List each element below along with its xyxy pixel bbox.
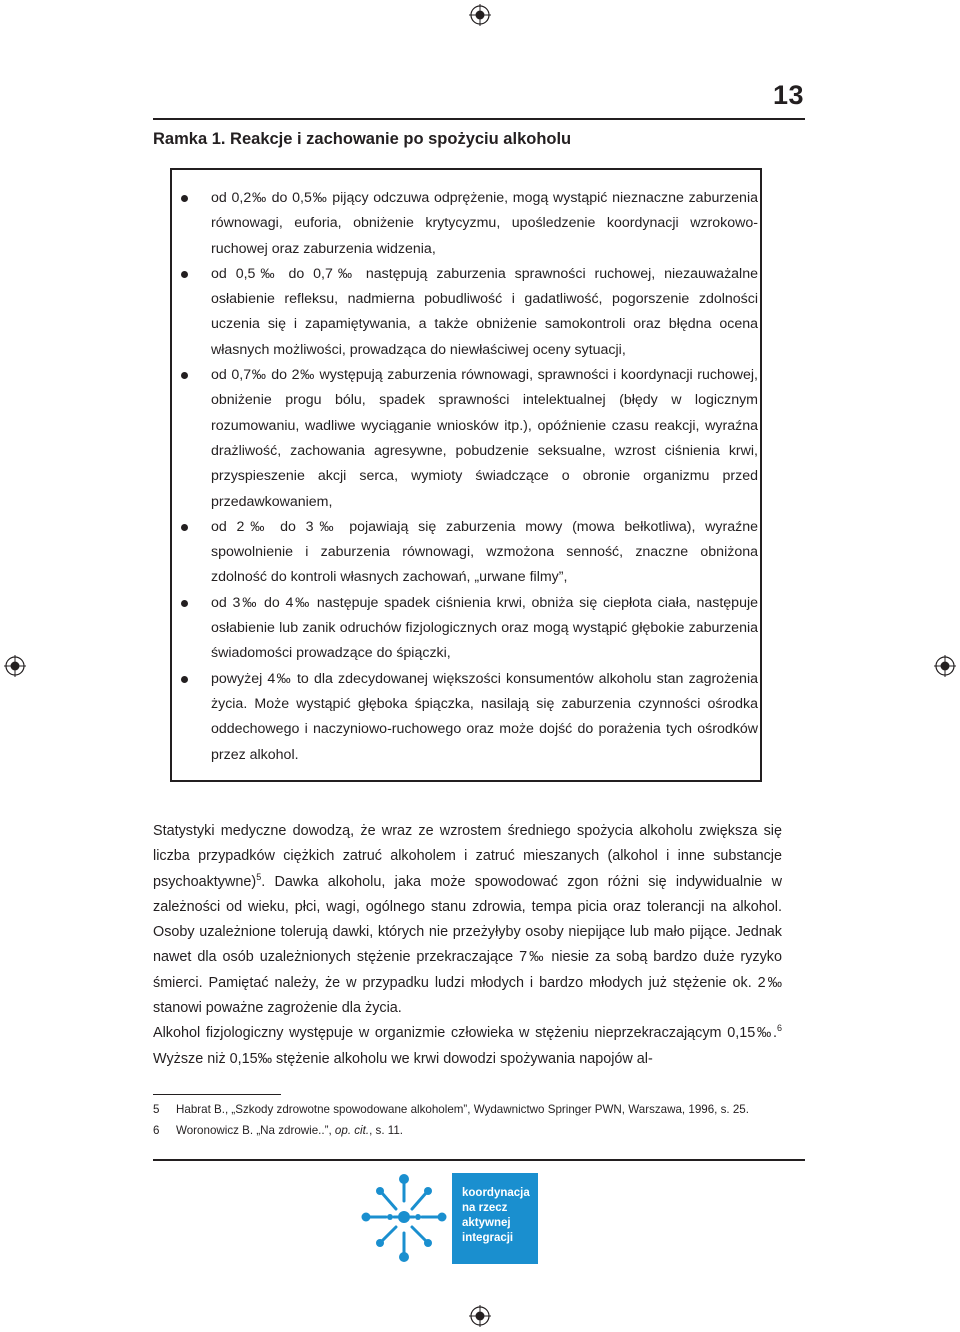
bullet-icon xyxy=(181,195,188,202)
footer-rule xyxy=(153,1159,805,1161)
list-item: od 2‰ do 3‰ pojawiają się zaburzenia mowy (mowa bełkotliwa), wyraźne spowolnienie i zaburzenia równowagi, wzmożona senność, znaczne obniżona zdolność do kontroli własnych zachowań, „urwane filmy”, xyxy=(180,515,758,591)
list-item: od 0,2‰ do 0,5‰ pijący odczuwa odprężenie, mogą wystąpić nieznaczne zaburzenia równowagi, euforia, obniżenie krytycyzmu, upośledzenie koordynacji wzrokowo-ruchowej oraz zaburzenia widzenia, xyxy=(180,186,758,262)
footnote: 6 Woronowicz B. „Na zdrowie..”, op. cit., s. 11. xyxy=(153,1123,404,1137)
page-number: 13 xyxy=(772,80,804,110)
logo-line: koordynacja xyxy=(462,1187,530,1199)
registration-mark-icon xyxy=(934,655,956,677)
list-item: powyżej 4‰ to dla zdecydowanej większości konsumentów alkoholu stan zagrożenia życia. Może wystąpić głęboka śpiączka, nasilają się zaburzenia czynności ośrodka oddechowego i naczyniowo-ruchowego oraz może dojść do porażenia tych ośrodków przez alkohol. xyxy=(180,667,758,768)
list-item: od 0,7‰ do 2‰ występują zaburzenia równowagi, sprawności i koordynacji ruchowej, obniżenie progu bólu, spadek sprawności intelektualnej (błędy w logicznym rozumowaniu, wadliwe wyciąganie wniosków itp.), opóźnienie czasu reakcji, wyraźna drażliwość, zachowania agresywne, pobudzenie seksualne, wzrost ciśnienia krwi, przyspieszenie akcji serca, wymioty świadczące o obronie organizmu przed przedawkowaniem, xyxy=(180,363,758,515)
body-text xyxy=(153,819,782,1072)
bullet-icon xyxy=(181,676,188,683)
registration-mark-icon xyxy=(4,655,26,677)
box-title: Ramka 1. Reakcje i zachowanie po spożyciu alkoholu xyxy=(153,130,572,148)
logo-line: aktywnej xyxy=(462,1217,511,1229)
bullet-icon xyxy=(181,524,188,531)
list-item: od 3‰ do 4‰ następuje spadek ciśnienia krwi, obniża się ciepłota ciała, następuje osłabienie lub zanik odruchów fizjologicznych oraz mogą wystąpić głębokie zaburzenia świadomości prowadzące do śpiączki, xyxy=(180,591,758,667)
paragraph: Statystyki medyczne dowodzą, że wraz ze wzrostem średniego spożycia alkoholu zwiększa się liczba przypadków ciężkich zatruć alkoholem i zatruć mieszanych (alkohol i inne substancje psychoaktywne)$^5$. Dawka alkoholu, jaka może spowodować zgon różni się indywidualnie w zależności od wieku, płci, wagi, ogólnego stanu zdrowia, tempa picia oraz tolerancji na alkohol. Osoby uzależnione tolerują dawki, których nie przeżyłyby osoby niepijące lub mało pijące. Jednak nawet dla osób uzależnionych stężenie przekraczające 7‰ niesie za sobą bardzo duże ryzyko śmierci. Pamiętać należy, że w przypadku ludzi młodych i bardzo młodych już stężenie ok. 2‰ stanowi poważne zagrożenie dla życia. xyxy=(153,823,782,1017)
registration-mark-icon xyxy=(469,1305,491,1327)
footnotes xyxy=(153,1100,793,1141)
effects-list xyxy=(180,186,758,768)
header-rule xyxy=(153,118,805,120)
network-logo-icon xyxy=(360,1171,448,1265)
bullet-icon xyxy=(181,271,188,278)
logo-line: na rzecz xyxy=(462,1202,508,1214)
logo-line: integracji xyxy=(462,1232,514,1244)
bullet-icon xyxy=(181,600,188,607)
footnote-ref[interactable]: 5 xyxy=(256,871,262,882)
footnote: 5 Habrat B., „Szkody zdrowotne spowodowane alkoholem”, Wydawnictwo Springer PWN, Warszawa, 1996, s. 25. xyxy=(153,1103,749,1116)
bullet-icon xyxy=(181,372,188,379)
footnote-ref[interactable]: 6 xyxy=(776,1023,782,1034)
footnote-separator xyxy=(153,1094,281,1095)
logo-text-box xyxy=(452,1173,538,1264)
list-item: od 0,5‰ do 0,7‰ następują zaburzenia sprawności ruchowej, niezauważalne osłabienie refleksu, nadmierna pobudliwość i gadatliwość, pogorszenie zdolności uczenia się i zapamiętywania, a także obniżenie samokontroli oraz błędna ocena własnych możliwości, prowadząca do niewłaściwej oceny sytuacji, xyxy=(180,262,758,363)
registration-mark-icon xyxy=(469,4,491,26)
paragraph: Alkohol fizjologiczny występuje w organizmie człowieka w stężeniu nieprzekraczającym 0,15‰.$^6$ Wyższe niż 0,15‰ stężenie alkoholu we krwi dowodzi spożywania napojów al- xyxy=(153,1023,782,1067)
